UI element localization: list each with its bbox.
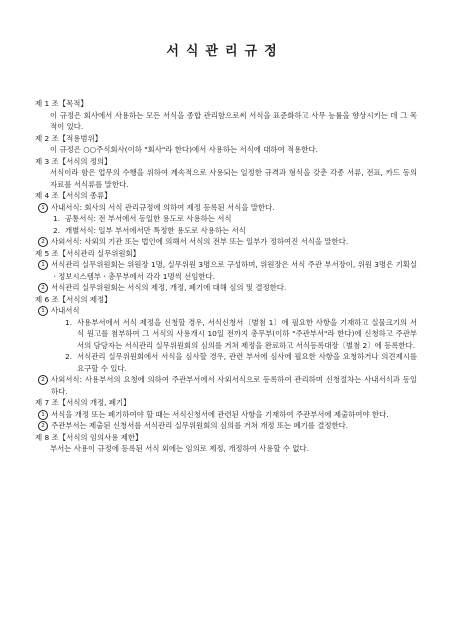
article-heading: 제 3 조【서식의 정의】 [35,156,112,166]
document-body [35,98,417,455]
article-text: 부서는 사용이 규정에 등록된 서식 외에는 임의로 제정, 개정하여 사용할 수 없다. [50,444,310,453]
article-3 [35,156,417,191]
clause-list [35,202,417,248]
document-title: 서식관리규정 [166,44,284,59]
article-heading: 제 4 조【서식의 종류】 [35,191,112,200]
circled-number: 2 [38,283,48,293]
article-6 [35,294,417,398]
sub-item-text: 서식관리 실무위원회에서 서식을 심사할 경우, 관련 부서에 심사에 필요한 사항을 요청하거나 의견제시를 요구할 수 있다. [77,352,417,373]
circled-number: 1 [38,410,48,420]
sub-item-text: 사용부서에서 서식 제정을 신청할 경우, 서식신청서〔별첨 1〕에 필요한 사항을 기재하고 실물크기의 서식 원고를 첨부하여 그 서식의 사용개시 10일 전까지 총무부(이하 "주관부서"라 한다)에 신청하고 주관부서의 담당자는 서식관리 실무위원회의 심의를 거쳐 제정을 완료하고 서식등록대장〔별첨 2〕에 등록한다. [77,317,417,350]
circled-number: 1 [38,203,48,213]
clause-item [35,202,417,214]
clause-text: 서식관리 실무위원회는 위원장 1명, 실무위원 3명으로 구성하며, 위원장은 서식 주관 부서장이, 위원 3명은 기획실ㆍ정보시스템부ㆍ총무부에서 각각 1명씩 선임한다. [51,260,417,281]
clause-text: 사내서식: 회사의 서식 관리규정에 의하여 제정 등록된 서식을 말한다. [51,202,275,212]
sub-item-number: 1. [65,317,73,327]
clause-text: 사외서식: 사외의 기관 또는 법인에 의해서 서식의 전부 또는 일부가 정하여진 서식을 말한다. [51,237,349,246]
circled-number: 2 [38,421,48,431]
article-text: 이 규정은 ○○주식회사(이하 "회사"라 한다)에서 사용하는 서식에 대하여 적용한다. [50,145,318,154]
sub-item-text: 개별서식: 일부 부서에서만 특정한 용도로 사용하는 서식 [65,225,246,235]
sub-item-number: 1. [53,214,61,223]
article-heading: 제 7 조【서식의 개정, 폐기】 [35,398,131,407]
article-heading: 제 8 조【서식의 임의사용 제한】 [35,432,143,442]
sub-list [35,213,417,236]
circled-number: 2 [38,237,48,247]
sub-item-number: 2. [53,225,61,235]
article-heading: 제 1 조【목적】 [35,99,88,108]
clause-text: 사내서식 [51,306,80,315]
article-text: 이 규정은 회사에서 사용하는 모든 서식을 종합 관리함으로써 서식을 표준화하고 사무 능률을 향상시키는 데 그 목적이 있다. [50,110,417,131]
clause-item [35,305,417,317]
clause-item [35,374,417,397]
clause-item [35,420,417,432]
article-text: 서식이라 함은 업무의 수행을 위하여 계속적으로 사용되는 일정한 규격과 형식을 갖춘 각종 서류, 전표, 카드 등의 자료를 서식류를 말한다. [50,168,417,189]
clause-text: 주관부서는 제출된 신청서를 서식관리 실무위원회의 심의를 거쳐 개정 또는 폐기를 결정한다. [51,421,349,430]
sub-item [35,225,417,237]
article-heading: 제 2 조【적용범위】 [35,133,103,143]
sub-list [35,317,417,375]
clause-text: 서식관리 실무위원회는 서식의 제정, 개정, 폐기에 대해 심의 및 결정한다. [51,283,287,292]
clause-list [35,259,417,294]
circled-number: 2 [38,375,48,385]
article-4 [35,190,417,248]
sub-list-wrapper [35,317,417,375]
article-2 [35,133,417,156]
clause-item [35,282,417,294]
clause-item [35,259,417,282]
clause-item [35,236,417,248]
clause-list [35,305,417,397]
clause-text: 서식을 개정 또는 폐기하여야 할 때는 서식신청서에 관련된 사항을 기재하여 주관부서에 제출하여야 한다. [51,409,389,419]
clause-text: 사외서식: 사용부서의 요청에 의하여 주관부서에서 사외서식으로 등록하여 관리하며 신청절차는 사내서식과 동일하다. [51,375,417,396]
clause-item [35,409,417,421]
sub-list-wrapper [35,213,417,236]
sub-item-text: 공통서식: 전 부서에서 동일한 용도로 사용하는 서식 [65,214,232,223]
sub-item [35,213,417,225]
article-8 [35,432,417,455]
article-7 [35,397,417,432]
circled-number: 1 [38,306,48,316]
article-heading: 제 5 조【서식관리 실무위원회】 [35,248,141,258]
sub-item [35,317,417,352]
article-5 [35,248,417,294]
article-heading: 제 6 조【서식의 제정】 [35,294,112,304]
circled-number: 1 [38,260,48,270]
article-1 [35,98,417,133]
sub-item-number: 2. [65,352,73,361]
sub-item [35,351,417,374]
clause-list [35,409,417,432]
